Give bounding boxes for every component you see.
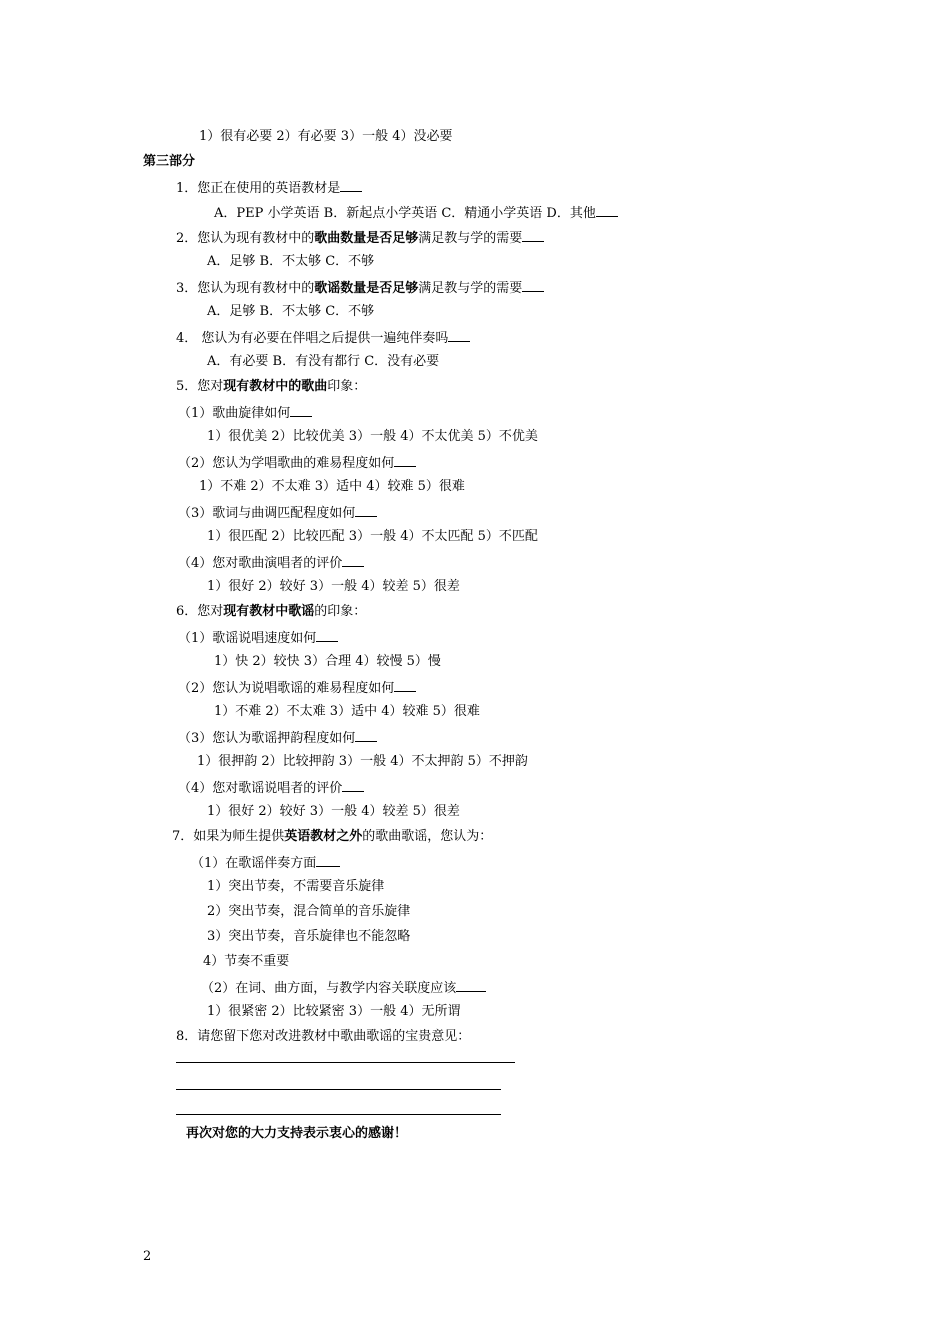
question-6-2-options: 1）不难 2）不太难 3）适中 4）较难 5）很难 bbox=[214, 704, 480, 719]
answer-blank bbox=[342, 779, 364, 792]
answer-rule-line bbox=[176, 1089, 501, 1090]
question-2: 2．您认为现有教材中的歌曲数量是否足够满足教与学的需要 bbox=[176, 229, 544, 247]
answer-blank bbox=[394, 679, 416, 692]
question-6-1: （1）歌谣说唱速度如何 bbox=[178, 629, 338, 647]
question-6-4-options: 1）很好 2）较好 3）一般 4）较差 5）很差 bbox=[207, 804, 460, 819]
question-1-options: A．PEP 小学英语 B．新起点小学英语 C．精通小学英语 D．其他 bbox=[214, 204, 618, 222]
question-4-options: A．有必要 B．有没有都行 C．没有必要 bbox=[207, 354, 440, 369]
question-8: 8．请您留下您对改进教材中歌曲歌谣的宝贵意见： bbox=[176, 1029, 471, 1044]
question-5-1-options: 1）很优美 2）比较优美 3）一般 4）不太优美 5）不优美 bbox=[207, 429, 538, 444]
answer-blank bbox=[355, 504, 377, 517]
question-3: 3．您认为现有教材中的歌谣数量是否足够满足教与学的需要 bbox=[176, 279, 544, 297]
answer-rule-line bbox=[176, 1062, 515, 1063]
question-7-1-option-c: 3）突出节奏，音乐旋律也不能忽略 bbox=[207, 929, 411, 944]
answer-blank bbox=[290, 404, 312, 417]
question-7-1-option-d: 4）节奏不重要 bbox=[203, 954, 290, 969]
question-6-4: （4）您对歌谣说唱者的评价 bbox=[178, 779, 364, 797]
question-5-3: （3）歌词与曲调匹配程度如何 bbox=[178, 504, 377, 522]
question-5-1: （1）歌曲旋律如何 bbox=[178, 404, 312, 422]
answer-blank bbox=[355, 729, 377, 742]
thanks-message: 再次对您的大力支持表示衷心的感谢！ bbox=[186, 1126, 408, 1141]
answer-blank bbox=[522, 279, 544, 292]
question-6-2: （2）您认为说唱歌谣的难易程度如何 bbox=[178, 679, 416, 697]
question-5: 5．您对现有教材中的歌曲印象： bbox=[176, 379, 367, 394]
question-3-options: A．足够 B．不太够 C．不够 bbox=[207, 304, 375, 319]
answer-blank bbox=[448, 329, 470, 342]
question-6-3: （3）您认为歌谣押韵程度如何 bbox=[178, 729, 377, 747]
question-6: 6．您对现有教材中歌谣的印象： bbox=[176, 604, 367, 619]
answer-blank bbox=[342, 554, 364, 567]
question-5-4: （4）您对歌曲演唱者的评价 bbox=[178, 554, 364, 572]
question-5-2-options: 1）不难 2）不太难 3）适中 4）较难 5）很难 bbox=[199, 479, 465, 494]
question-5-2: （2）您认为学唱歌曲的难易程度如何 bbox=[178, 454, 416, 472]
answer-blank bbox=[394, 454, 416, 467]
question-5-4-options: 1）很好 2）较好 3）一般 4）较差 5）很差 bbox=[207, 579, 460, 594]
question-7-1-option-a: 1）突出节奏，不需要音乐旋律 bbox=[207, 879, 385, 894]
question-4: 4． 您认为有必要在伴唱之后提供一遍纯伴奏吗 bbox=[176, 329, 470, 347]
question-1: 1．您正在使用的英语教材是 bbox=[176, 179, 362, 197]
question-7-2: （2）在词、曲方面，与教学内容关联度应该 bbox=[201, 979, 486, 997]
answer-blank bbox=[522, 229, 544, 242]
question-7-1: （1）在歌谣伴奏方面 bbox=[191, 854, 340, 872]
question-6-3-options: 1）很押韵 2）比较押韵 3）一般 4）不太押韵 5）不押韵 bbox=[197, 754, 528, 769]
question-7-1-option-b: 2）突出节奏，混合简单的音乐旋律 bbox=[207, 904, 411, 919]
page-number: 2 bbox=[143, 1249, 152, 1264]
answer-scale-line: 1）很有必要 2）有必要 3）一般 4）没必要 bbox=[199, 129, 453, 144]
answer-blank bbox=[316, 629, 338, 642]
answer-blank bbox=[340, 179, 362, 192]
question-7: 7．如果为师生提供英语教材之外的歌曲歌谣，您认为： bbox=[172, 829, 493, 844]
section-title: 第三部分 bbox=[143, 154, 196, 169]
question-2-options: A．足够 B．不太够 C．不够 bbox=[207, 254, 375, 269]
answer-rule-line bbox=[176, 1114, 501, 1115]
question-7-2-options: 1）很紧密 2）比较紧密 3）一般 4）无所谓 bbox=[207, 1004, 461, 1019]
answer-blank bbox=[456, 979, 486, 992]
question-5-3-options: 1）很匹配 2）比较匹配 3）一般 4）不太匹配 5）不匹配 bbox=[207, 529, 538, 544]
question-6-1-options: 1）快 2）较快 3）合理 4）较慢 5）慢 bbox=[214, 654, 441, 669]
answer-blank bbox=[596, 204, 618, 217]
answer-blank bbox=[316, 854, 340, 867]
